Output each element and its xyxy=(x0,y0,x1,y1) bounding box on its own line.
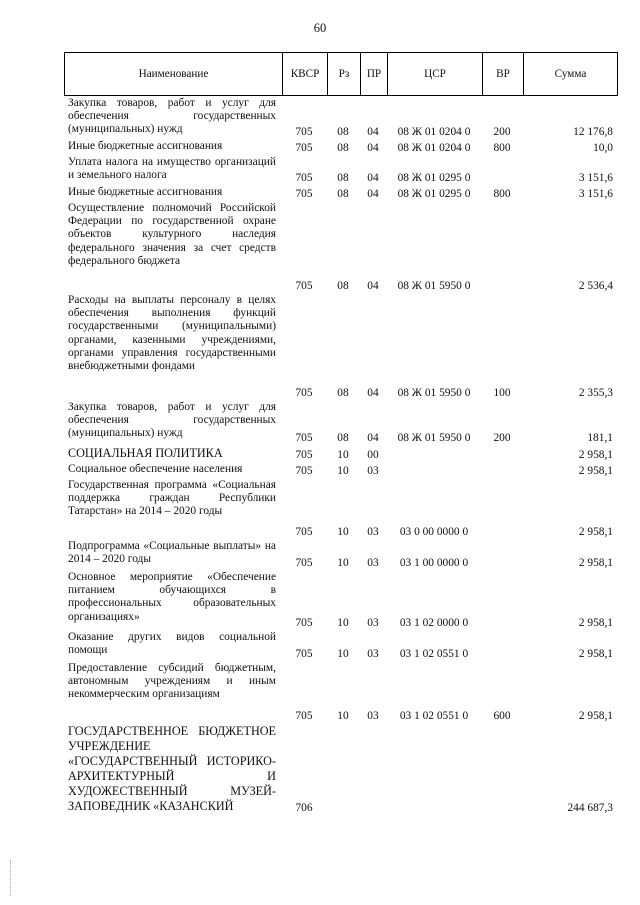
row-pr: 00 xyxy=(367,448,379,461)
row-sum: 181,1 xyxy=(587,431,613,444)
table-row xyxy=(0,540,640,571)
row-csr: 08 Ж 01 0204 0 xyxy=(397,125,471,138)
scan-edge-marks xyxy=(10,860,12,896)
row-name: Государственная программа «Социальная поддержка граждан Республики Татарстан» на 2014 – 2020 годы xyxy=(68,479,276,518)
row-rz: 08 xyxy=(337,187,349,200)
row-sum: 3 151,6 xyxy=(578,171,613,184)
row-sum: 12 176,8 xyxy=(573,125,613,138)
row-rz: 10 xyxy=(337,448,349,461)
row-rz: 08 xyxy=(337,431,349,444)
row-vr: 200 xyxy=(493,431,511,444)
header-csr: ЦСР xyxy=(388,53,483,96)
row-rz: 10 xyxy=(337,616,349,629)
row-pr: 04 xyxy=(367,431,379,444)
table-row xyxy=(0,202,640,294)
table-row xyxy=(0,156,640,186)
row-pr: 04 xyxy=(367,386,379,399)
row-name: СОЦИАЛЬНАЯ ПОЛИТИКА xyxy=(68,446,223,460)
row-csr: 03 1 02 0000 0 xyxy=(399,616,469,629)
row-pr: 04 xyxy=(367,171,379,184)
row-pr: 03 xyxy=(367,616,379,629)
row-sum: 2 958,1 xyxy=(578,448,613,461)
row-sum: 3 151,6 xyxy=(578,187,613,200)
row-name: Оказание других видов социальной помощи xyxy=(68,631,276,657)
header-vr: ВР xyxy=(483,53,524,96)
row-name: Закупка товаров, работ и услуг для обеспечения государственных (муниципальных) нужд xyxy=(68,401,276,440)
header-pr: ПР xyxy=(361,53,388,96)
row-csr: 08 Ж 01 5950 0 xyxy=(397,386,471,399)
row-pr: 04 xyxy=(367,125,379,138)
header-name: Наименование xyxy=(65,53,283,96)
row-pr: 03 xyxy=(367,647,379,660)
row-name: Подпрограмма «Социальные выплаты» на 2014 – 2020 годы xyxy=(68,540,276,566)
row-vr: 100 xyxy=(493,386,511,399)
row-pr: 04 xyxy=(367,141,379,154)
header-rz: Рз xyxy=(328,53,361,96)
row-kvsr: 705 xyxy=(295,556,313,569)
header-sum: Сумма xyxy=(524,53,618,96)
row-sum: 2 536,4 xyxy=(578,279,613,292)
row-name: Иные бюджетные ассигнования xyxy=(68,140,223,152)
row-kvsr: 705 xyxy=(295,464,313,477)
row-rz: 08 xyxy=(337,125,349,138)
row-vr: 800 xyxy=(493,141,511,154)
row-kvsr: 705 xyxy=(295,709,313,722)
header-kvsr: КВСР xyxy=(283,53,328,96)
row-kvsr: 706 xyxy=(295,801,313,814)
row-pr: 03 xyxy=(367,525,379,538)
table-row xyxy=(0,479,640,540)
row-rz: 10 xyxy=(337,647,349,660)
row-pr: 03 xyxy=(367,556,379,569)
row-kvsr: 705 xyxy=(295,125,313,138)
row-kvsr: 705 xyxy=(295,448,313,461)
table-row xyxy=(0,631,640,662)
row-csr: 08 Ж 01 0295 0 xyxy=(397,187,471,200)
table-header xyxy=(64,52,618,96)
row-csr: 03 1 02 0551 0 xyxy=(399,709,469,722)
row-rz: 08 xyxy=(337,171,349,184)
row-vr: 600 xyxy=(493,709,511,722)
row-sum: 2 958,1 xyxy=(578,616,613,629)
row-kvsr: 705 xyxy=(295,279,313,292)
row-kvsr: 705 xyxy=(295,525,313,538)
table-row xyxy=(0,662,640,724)
row-kvsr: 705 xyxy=(295,616,313,629)
row-kvsr: 705 xyxy=(295,187,313,200)
row-name: ГОСУДАРСТВЕННОЕ БЮДЖЕТНОЕ УЧРЕЖДЕНИЕ «ГОСУДАРСТВЕННЫЙ ИСТОРИКО-АРХИТЕКТУРНЫЙ И ХУДОЖЕСТВЕННЫЙ МУЗЕЙ-ЗАПОВЕДНИК «КАЗАНСКИЙ xyxy=(68,724,276,813)
row-kvsr: 705 xyxy=(295,386,313,399)
row-rz: 10 xyxy=(337,709,349,722)
table-row xyxy=(0,401,640,446)
row-rz: 08 xyxy=(337,141,349,154)
row-rz: 08 xyxy=(337,386,349,399)
row-sum: 2 958,1 xyxy=(578,556,613,569)
table-row xyxy=(0,724,640,816)
row-sum: 2 958,1 xyxy=(578,525,613,538)
row-kvsr: 705 xyxy=(295,171,313,184)
table-row xyxy=(0,140,640,156)
row-kvsr: 705 xyxy=(295,647,313,660)
row-name: Основное мероприятие «Обеспечение питанием обучающихся в профессиональных образовательных организациях» xyxy=(68,571,276,623)
row-name: Осуществление полномочий Российской Федерации по государственной охране объектов культурного наследия федерального значения за счет средств федерального бюджета xyxy=(68,202,276,267)
table-row xyxy=(0,294,640,401)
row-csr: 08 Ж 01 5950 0 xyxy=(397,279,471,292)
row-csr: 03 1 02 0551 0 xyxy=(399,647,469,660)
row-rz: 08 xyxy=(337,279,349,292)
table-body xyxy=(0,97,640,816)
row-rz: 10 xyxy=(337,525,349,538)
row-sum: 2 958,1 xyxy=(578,647,613,660)
row-sum: 2 958,1 xyxy=(578,709,613,722)
row-sum: 244 687,3 xyxy=(567,801,613,814)
row-csr: 03 0 00 0000 0 xyxy=(399,525,469,538)
row-pr: 03 xyxy=(367,464,379,477)
row-name: Расходы на выплаты персоналу в целях обеспечения выполнения функций государственными (муниципальными) органами, казенными учреждениями, органами управления государственными внебюджетными фондами xyxy=(68,294,276,373)
row-sum: 10,0 xyxy=(593,141,613,154)
row-rz: 10 xyxy=(337,556,349,569)
row-name: Закупка товаров, работ и услуг для обеспечения государственных (муниципальных) нужд xyxy=(68,97,276,136)
row-name: Социальное обеспечение населения xyxy=(68,463,243,475)
row-name: Уплата налога на имущество организаций и земельного налога xyxy=(68,156,276,182)
row-csr: 03 1 00 0000 0 xyxy=(399,556,469,569)
row-csr: 08 Ж 01 5950 0 xyxy=(397,431,471,444)
row-vr: 200 xyxy=(493,125,511,138)
table-row xyxy=(0,446,640,463)
row-pr: 04 xyxy=(367,279,379,292)
row-vr: 800 xyxy=(493,187,511,200)
row-name: Иные бюджетные ассигнования xyxy=(68,186,223,198)
table-row xyxy=(0,463,640,479)
row-kvsr: 705 xyxy=(295,431,313,444)
row-sum: 2 355,3 xyxy=(578,386,613,399)
row-csr: 08 Ж 01 0204 0 xyxy=(397,141,471,154)
row-kvsr: 705 xyxy=(295,141,313,154)
table-row xyxy=(0,571,640,631)
row-sum: 2 958,1 xyxy=(578,464,613,477)
row-pr: 04 xyxy=(367,187,379,200)
row-name: Предоставление субсидий бюджетным, автономным учреждениям и иным некоммерческим организациям xyxy=(68,662,276,701)
table-row xyxy=(0,97,640,140)
page-number: 60 xyxy=(313,21,327,35)
table-row xyxy=(0,186,640,202)
row-rz: 10 xyxy=(337,464,349,477)
row-pr: 03 xyxy=(367,709,379,722)
row-csr: 08 Ж 01 0295 0 xyxy=(397,171,471,184)
